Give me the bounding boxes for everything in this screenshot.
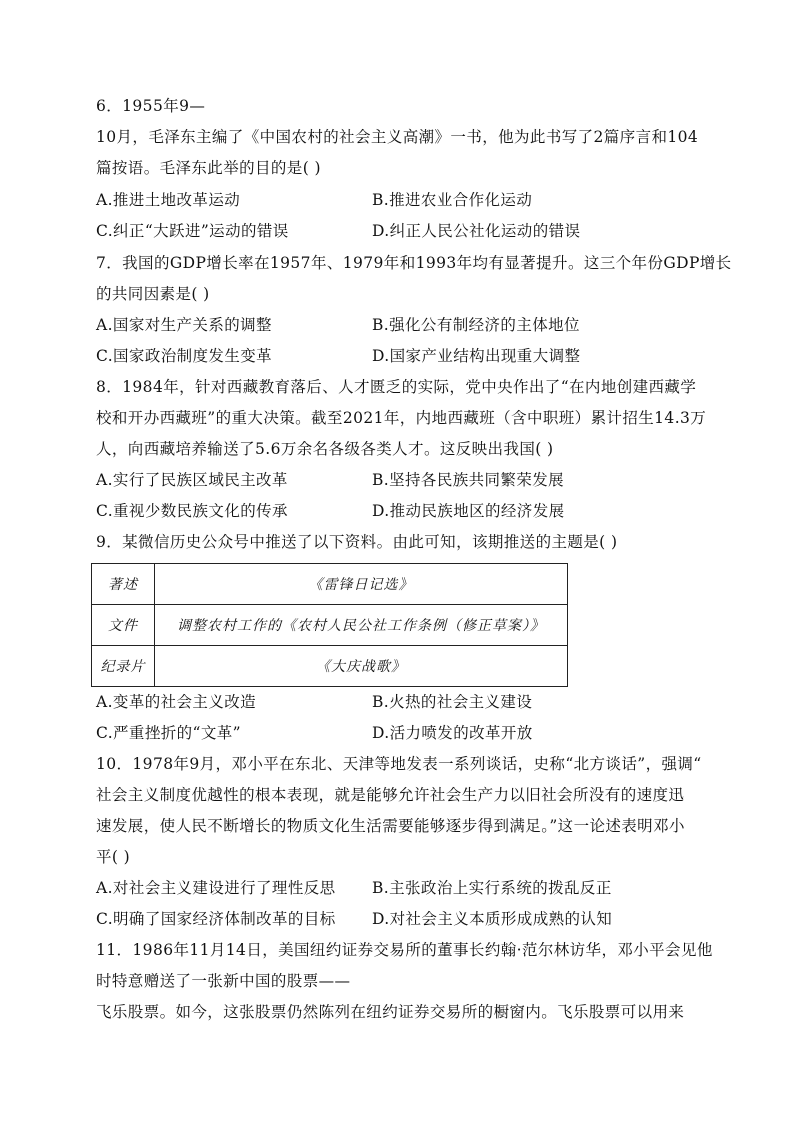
table-row-content: 《雷锋日记选》 [155, 564, 568, 605]
q7-option-a: A.国家对生产关系的调整 [96, 316, 272, 334]
q7-stem-line-2: 的共同因素是( ) [96, 285, 210, 303]
table-row-content: 调整农村工作的《农村人民公社工作条例（修正草案）》 [155, 605, 568, 646]
table-row-head: 著述 [92, 564, 155, 605]
q9-option-d: D.活力喷发的改革开放 [372, 724, 533, 742]
q9-option-b: B.火热的社会主义建设 [372, 693, 533, 711]
q8-option-b: B.坚持各民族共同繁荣发展 [372, 471, 565, 489]
table-row [92, 605, 568, 646]
table-row-content: 《大庆战歌》 [155, 646, 568, 687]
q6-option-b: B.推进农业合作化运动 [372, 191, 533, 209]
q11-stem-line-2: 时特意赠送了一张新中国的股票—— [96, 972, 351, 990]
q6-stem-line-3: 篇按语。毛泽东此举的目的是( ) [96, 159, 321, 177]
q6-option-d: D.纠正人民公社化运动的错误 [372, 222, 581, 240]
q7-stem-line-1: 7．我国的GDP增长率在1957年、1979年和1993年均有显著提升。这三个年份GDP增长 [96, 254, 732, 272]
q9-material-table [91, 563, 568, 687]
table-row [92, 646, 568, 687]
q10-option-b: B.主张政治上实行系统的拨乱反正 [372, 879, 612, 897]
q7-option-b: B.强化公有制经济的主体地位 [372, 316, 580, 334]
q6-stem-line-2: 10月，毛泽东主编了《中国农村的社会主义高潮》一书，他为此书写了2篇序言和104 [96, 128, 699, 146]
q7-option-d: D.国家产业结构出现重大调整 [372, 347, 581, 365]
q9-option-a: A.变革的社会主义改造 [96, 693, 257, 711]
q6-stem-line-1: 6．1955年9— [96, 97, 206, 115]
q6-option-c: C.纠正“大跃进”运动的错误 [96, 222, 289, 240]
q10-stem-line-2: 社会主义制度优越性的根本表现，就是能够允许社会生产力以旧社会所没有的速度迅 [96, 786, 685, 804]
q10-stem-line-4: 平( ) [96, 848, 131, 866]
table-row-head: 文件 [92, 605, 155, 646]
q8-option-c: C.重视少数民族文化的传承 [96, 502, 288, 520]
q6-option-a: A.推进土地改革运动 [96, 191, 241, 209]
q9-option-c: C.严重挫折的“文革” [96, 724, 241, 742]
q8-stem-line-2: 校和开办西藏班”的重大决策。截至2021年，内地西藏班（含中职班）累计招生14.3万 [96, 409, 707, 427]
q10-option-c: C.明确了国家经济体制改革的目标 [96, 910, 336, 928]
q8-stem-line-3: 人，向西藏培养输送了5.6万余名各级各类人才。这反映出我国( ) [96, 440, 554, 458]
q10-option-a: A.对社会主义建设进行了理性反思 [96, 879, 336, 897]
q8-stem-line-1: 8．1984年，针对西藏教育落后、人才匮乏的实际，党中央作出了“在内地创建西藏学 [96, 378, 697, 396]
q8-option-d: D.推动民族地区的经济发展 [372, 502, 565, 520]
q7-option-c: C.国家政治制度发生变革 [96, 347, 273, 365]
q10-option-d: D.对社会主义本质形成成熟的认知 [372, 910, 613, 928]
q10-stem-line-1: 10．1978年9月，邓小平在东北、天津等地发表一系列谈话，史称“北方谈话”，强调“ [96, 755, 702, 773]
q9-stem-line-1: 9．某微信历史公众号中推送了以下资料。由此可知，该期推送的主题是( ) [96, 533, 618, 551]
q11-stem-line-1: 11．1986年11月14日，美国纽约证券交易所的董事长约翰·范尔林访华，邓小平会见他 [96, 941, 713, 959]
q8-option-a: A.实行了民族区域民主改革 [96, 471, 288, 489]
q10-stem-line-3: 速发展，使人民不断增长的物质文化生活需要能够逐步得到满足。”这一论述表明邓小 [96, 817, 685, 835]
table-row-head: 纪录片 [92, 646, 155, 687]
table-row [92, 564, 568, 605]
q11-stem-line-3: 飞乐股票。如今，这张股票仍然陈列在纽约证券交易所的橱窗内。飞乐股票可以用来 [96, 1003, 685, 1021]
